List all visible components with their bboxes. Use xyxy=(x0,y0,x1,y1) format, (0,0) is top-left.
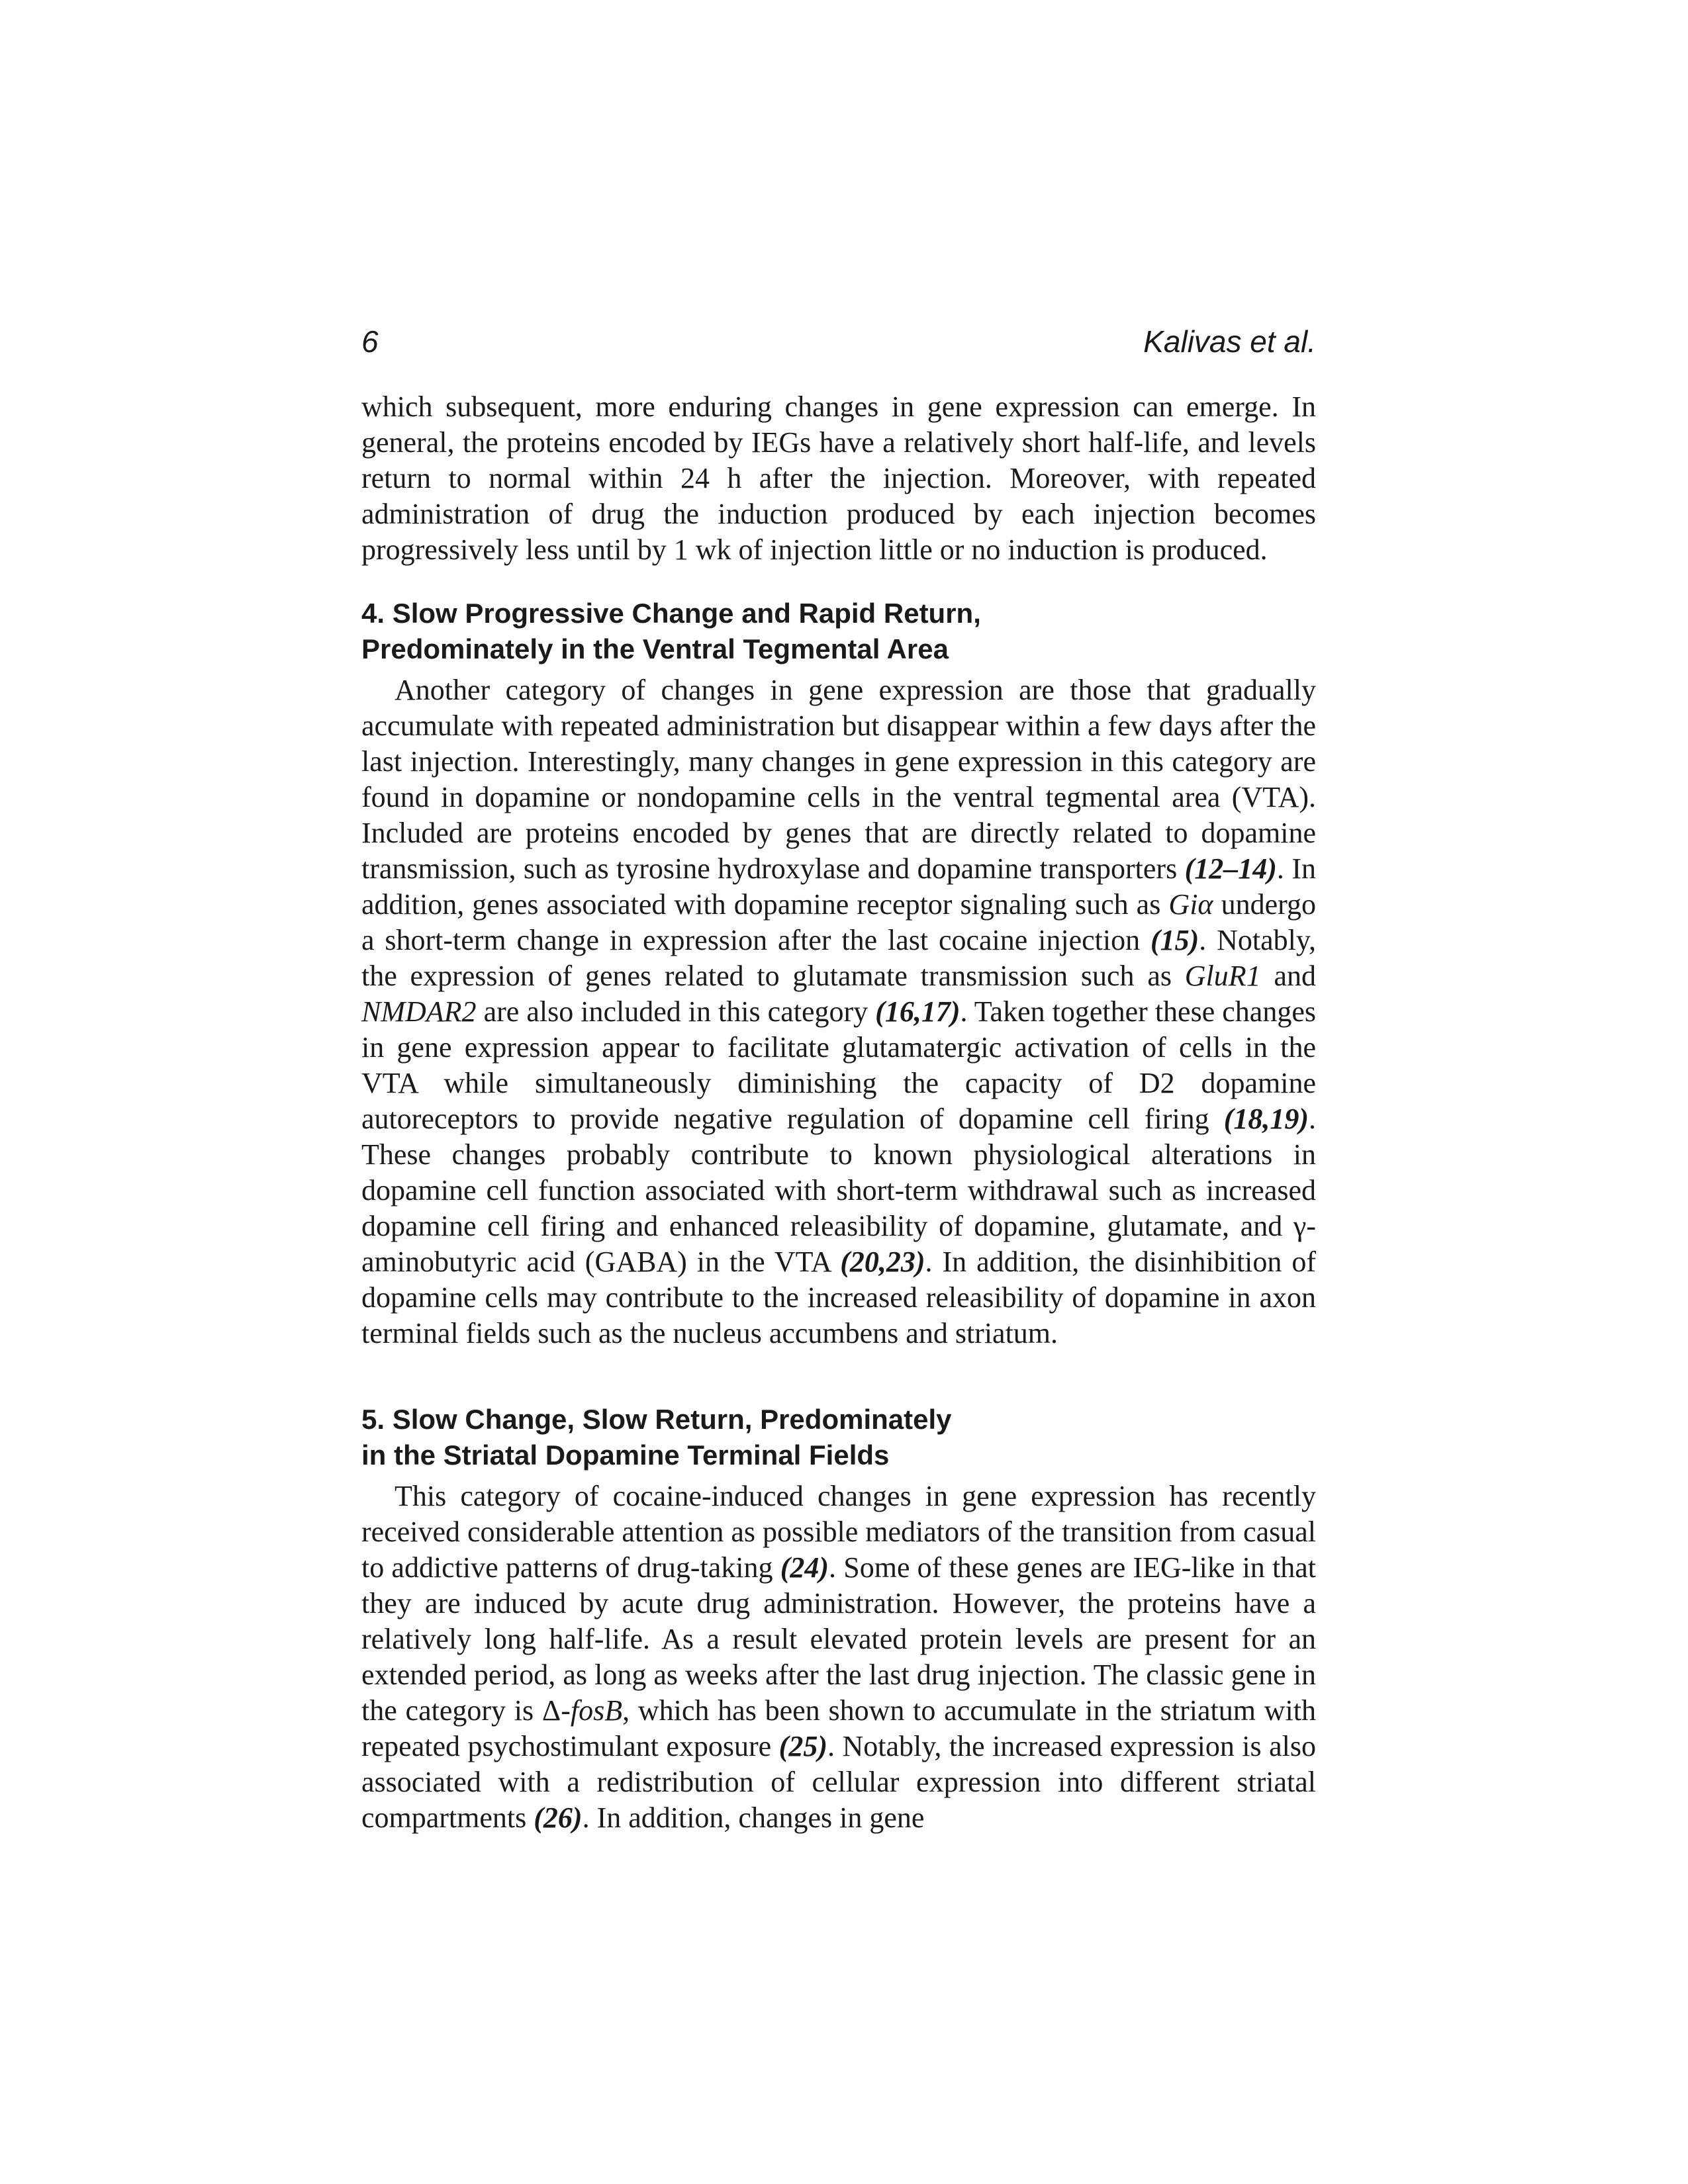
section-5-heading-line-1: 5. Slow Change, Slow Return, Predominately xyxy=(361,1404,952,1435)
text-run: . In addition, changes in gene xyxy=(582,1801,925,1834)
citation: (20,23) xyxy=(840,1246,925,1278)
text-run: This category of cocaine-induced changes in gene expression has recently received considerable attention as possible mediators of the transition from casual to addictive patterns of drug-taking xyxy=(361,1480,1316,1584)
gene-name: NMDAR2 xyxy=(361,995,477,1028)
text-run: . Some of these genes are IEG-like in that they are induced by acute drug administration. However, the proteins have a relatively long half-life. As a result elevated protein levels are present for an extended period, as long as weeks after the last drug injection. The classic gene in the category is Δ- xyxy=(361,1551,1316,1727)
citation: (25) xyxy=(778,1730,827,1762)
section-5-heading xyxy=(361,1402,1316,1473)
section-5-heading-line-2: in the Striatal Dopamine Terminal Fields xyxy=(361,1439,890,1471)
text-run: . Notably, the expression of genes related to glutamate transmission such as xyxy=(361,924,1316,992)
text-run: are also included in this category xyxy=(476,995,876,1028)
text-run: , which has been shown to accumulate in the striatum with repeated psychostimulant exposure xyxy=(361,1694,1316,1762)
intro-paragraph: which subsequent, more enduring changes in gene expression can emerge. In general, the proteins encoded by IEGs have a relatively short half-life, and levels return to normal within 24 h after the injection. Moreover, with repeated administration of drug the induction produced by each injection becomes progressively less until by 1 wk of injection little or no induction is produced. xyxy=(361,390,1316,566)
gene-name: fosB xyxy=(570,1694,623,1727)
citation: (12–14) xyxy=(1184,852,1277,885)
text-run: . Taken together these changes in gene expression appear to facilitate glutamatergic activation of cells in the VTA while simultaneously diminishing the capacity of D2 dopamine autoreceptors to provide negative regulation of dopamine cell firing xyxy=(361,995,1316,1135)
section-5-paragraph xyxy=(361,1479,1316,1836)
section-4-heading-line-1: 4. Slow Progressive Change and Rapid Return, xyxy=(361,598,981,629)
citation: (26) xyxy=(534,1801,583,1834)
citation: (18,19) xyxy=(1223,1103,1309,1135)
citation: (16,17) xyxy=(875,995,961,1028)
section-4-heading-line-2: Predominately in the Ventral Tegmental Area xyxy=(361,633,949,664)
section-4-heading xyxy=(361,596,1316,667)
citation: (15) xyxy=(1150,924,1199,956)
gene-name: Giα xyxy=(1168,888,1213,921)
gene-name: GluR1 xyxy=(1184,960,1261,992)
citation: (24) xyxy=(780,1551,829,1584)
text-run: and xyxy=(1260,960,1316,992)
text-run: . In addition, the disinhibition of dopamine cells may contribute to the increased releasibility of dopamine in axon terminal fields such as the nucleus accumbens and striatum. xyxy=(361,1246,1317,1349)
page-number: 6 xyxy=(361,324,379,359)
text-run: undergo a short-term change in expression after the last cocaine injection xyxy=(361,888,1316,956)
text-run: . In addition, genes associated with dopamine receptor signaling such as xyxy=(361,852,1316,921)
text-run: . Notably, the increased expression is also associated with a redistribution of cellular expression into different striatal compartments xyxy=(361,1730,1316,1834)
running-head: Kalivas et al. xyxy=(1143,324,1316,359)
text-run: Another category of changes in gene expression are those that gradually accumulate with repeated administration but disappear within a few days after the last injection. Interestingly, many changes in gene expression in this category are found in dopamine or nondopamine cells in the ventral tegmental area (VTA). Included are proteins encoded by genes that are directly related to dopamine transmission, such as tyrosine hydroxylase and dopamine transporters xyxy=(361,674,1316,885)
section-4-paragraph xyxy=(361,672,1316,1351)
text-run: . These changes probably contribute to known physiological alterations in dopamine cell function associated with short-term withdrawal such as increased dopamine cell firing and enhanced releasibility of dopamine, glutamate, and γ-aminobutyric acid (GABA) in the VTA xyxy=(361,1103,1316,1278)
